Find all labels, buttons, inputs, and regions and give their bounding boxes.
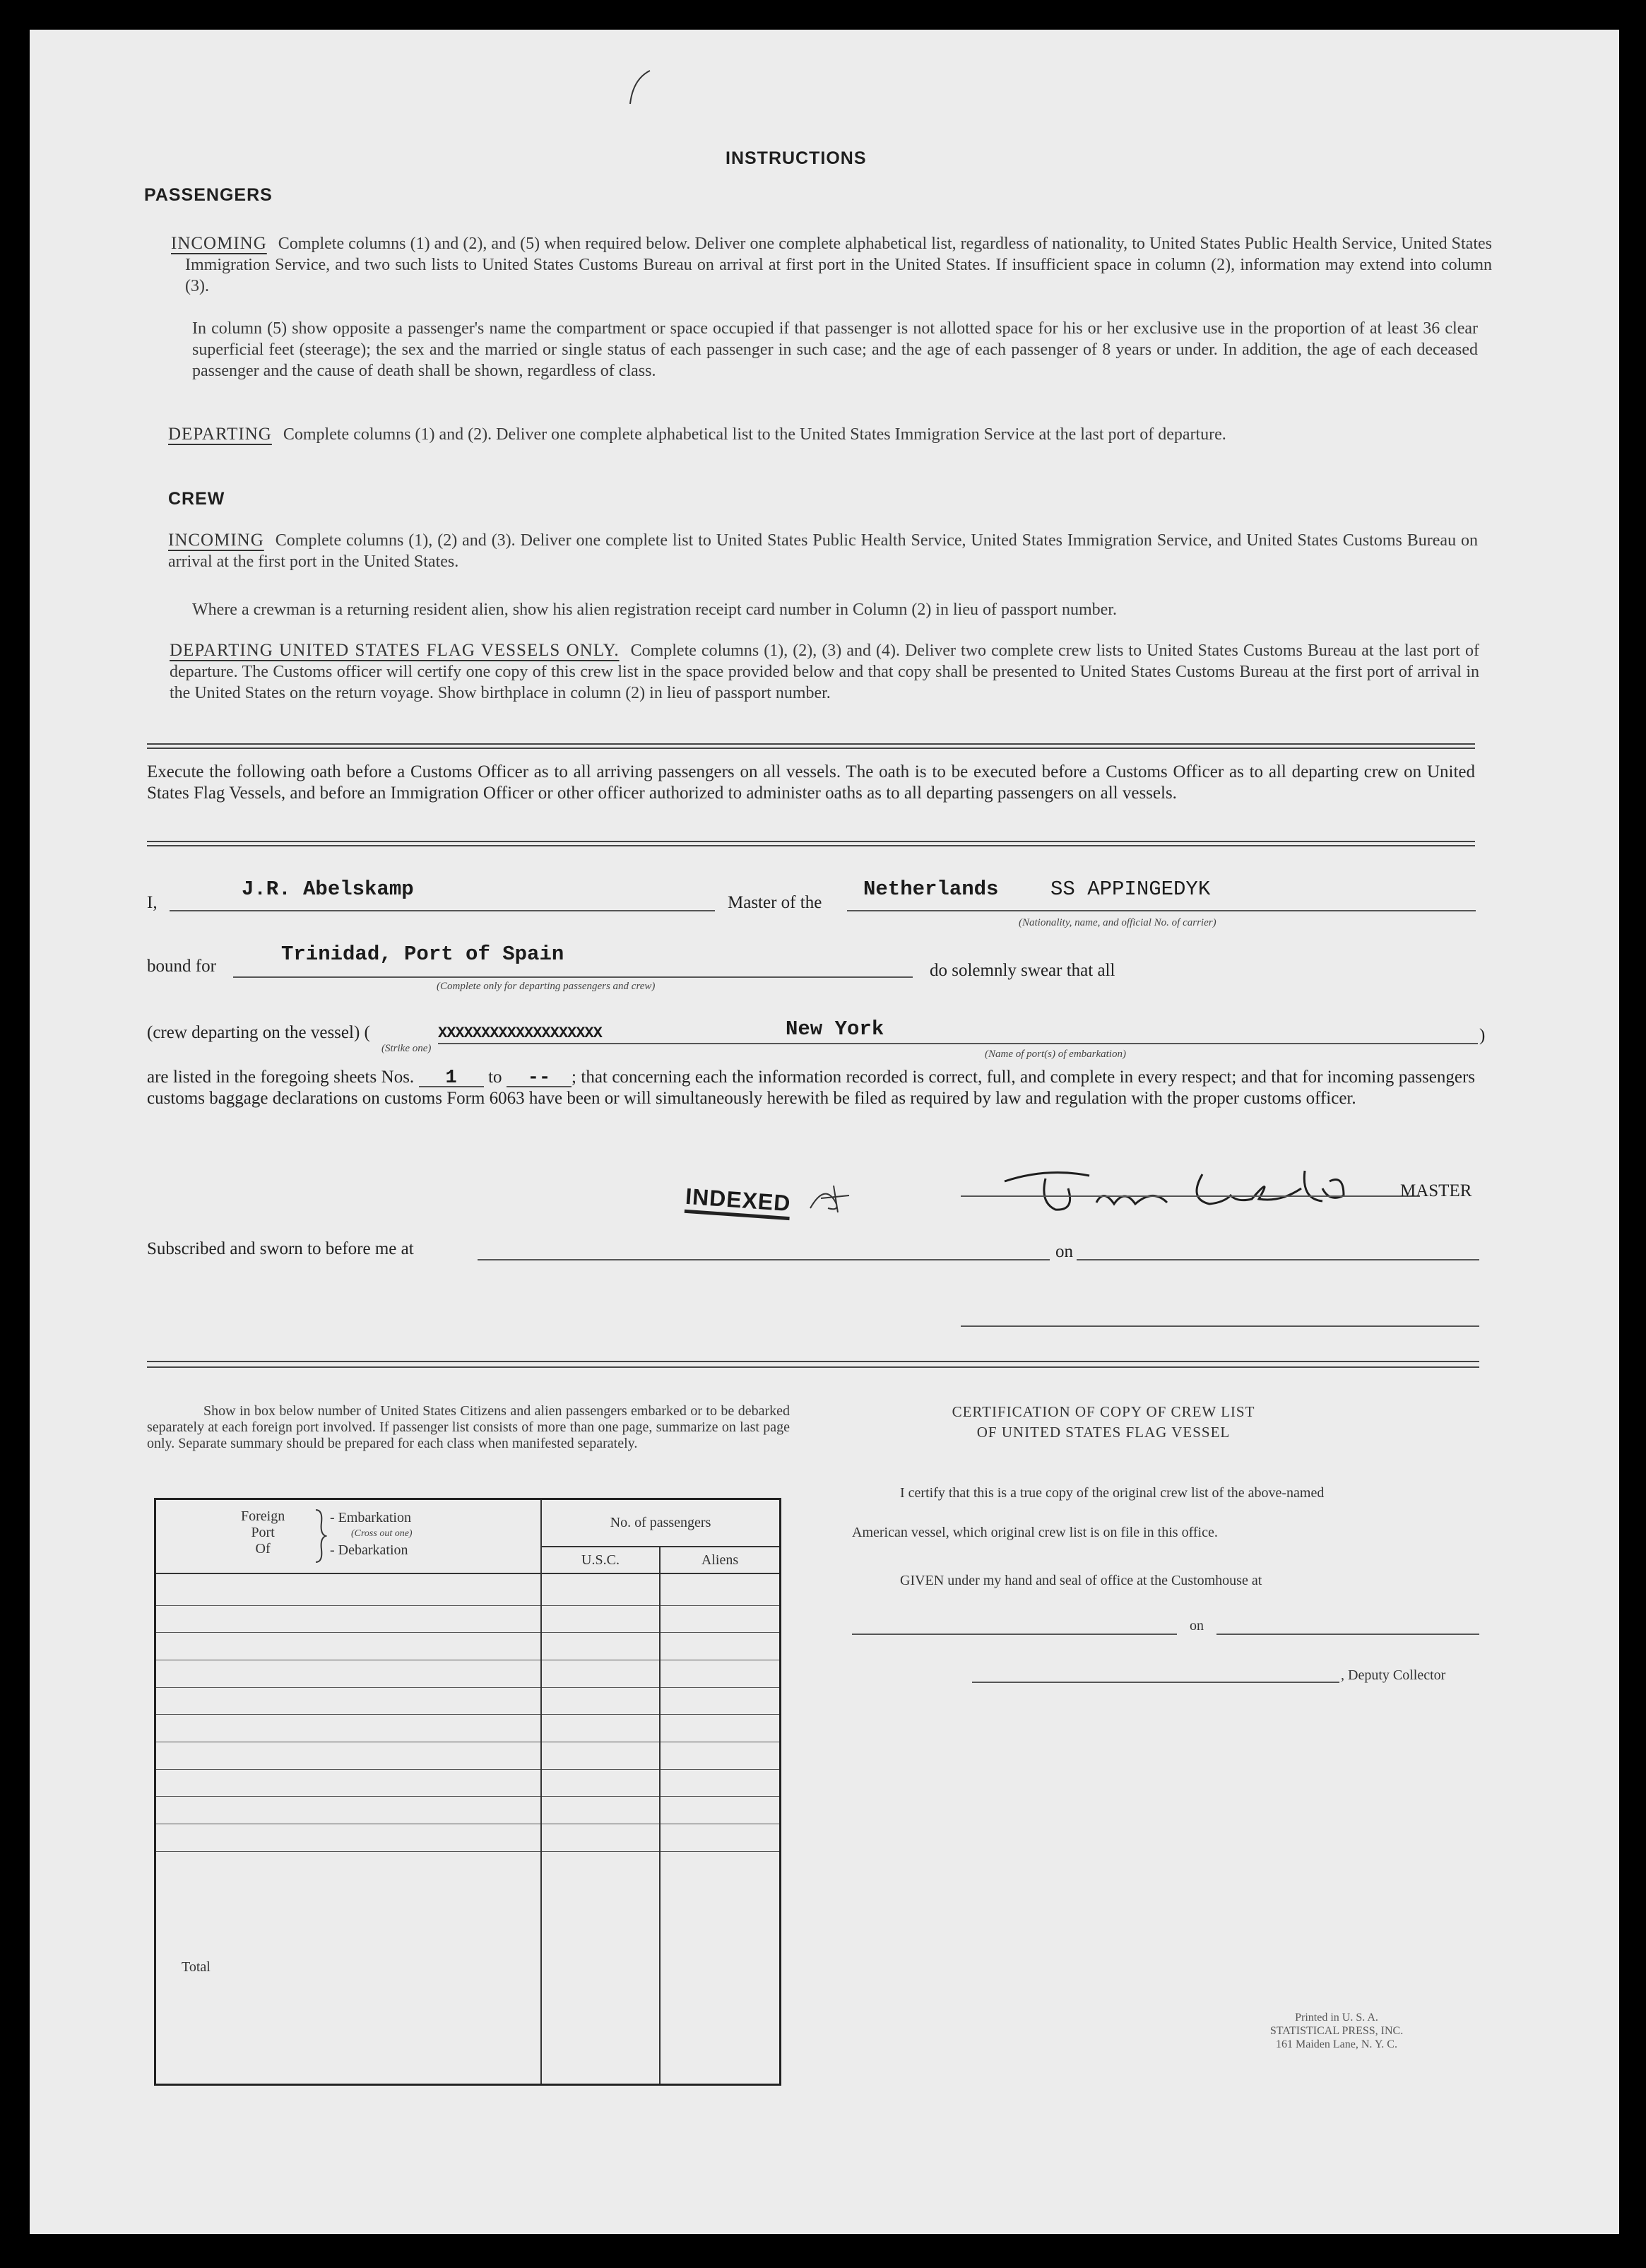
summary-port-cell	[156, 1824, 541, 1852]
summary-aliens-cell	[660, 1715, 779, 1742]
summary-port-cell	[156, 1573, 541, 1605]
master-signature-line	[961, 1195, 1420, 1197]
foreign-port-label	[241, 1508, 285, 1557]
summary-aliens-cell	[660, 1573, 779, 1605]
close-paren: )	[1479, 1026, 1486, 1045]
indexed-stamp: INDEXED	[685, 1183, 792, 1220]
oath-intro: Execute the following oath before a Customs Officer as to all arriving passengers on all vessels. The oath is to be executed before a Customs Officer as to all departing crew on United States Flag Vessels, and before an Immigration Officer or other officer authorized to administer oaths as to all departing passengers on all vessels.	[147, 762, 1475, 803]
divider	[147, 1361, 1479, 1362]
sheet-to-value: --	[527, 1068, 551, 1089]
crew-departing-label: (crew departing on the vessel) (	[147, 1023, 370, 1042]
usc-header: U.S.C.	[541, 1547, 660, 1573]
certification-on-label: on	[1190, 1618, 1204, 1634]
sheets-text-1: are listed in the foregoing sheets Nos.	[147, 1068, 415, 1087]
no-passengers-header: No. of passengers	[541, 1500, 779, 1547]
pen-mark	[623, 65, 665, 107]
sheet-to-field	[507, 1070, 572, 1087]
printer-line-3: 161 Maiden Lane, N. Y. C.	[1276, 2038, 1397, 2050]
passengers-departing-paragraph	[168, 424, 1478, 445]
summary-aliens-cell	[660, 1742, 779, 1769]
destination-value: Trinidad, Port of Spain	[281, 943, 564, 966]
given-text: GIVEN under my hand and seal of office at the Customhouse at	[900, 1573, 1262, 1588]
master-name-line	[170, 910, 715, 911]
crew-incoming-paragraph	[168, 530, 1478, 572]
printer-line-1: Printed in U. S. A.	[1295, 2012, 1378, 2024]
subscribed-place-line	[478, 1259, 1050, 1260]
total-label: Total	[156, 1851, 541, 2084]
to-label: to	[488, 1068, 502, 1087]
deputy-collector-label: , Deputy Collector	[1341, 1667, 1446, 1683]
embark-port-value: New York	[786, 1017, 884, 1041]
brace-icon	[313, 1508, 327, 1564]
embark-line	[438, 1043, 1478, 1044]
sheets-paragraph	[147, 1067, 1475, 1109]
summary-table	[156, 1500, 779, 2084]
sheets-text-2: ; that concerning each the information recorded is correct, full, and complete in every respect; and that for incoming passengers customs baggage declarations on customs Form 6063 have been or will simultaneously herewith be filed as required by law and regulation with the proper customs officer.	[147, 1068, 1475, 1108]
summary-usc-cell	[541, 1715, 660, 1742]
struck-passengers-text: XXXXXXXXXXXXXXXXXXX	[438, 1024, 602, 1042]
total-usc-cell	[541, 1851, 660, 2084]
summary-port-cell	[156, 1715, 541, 1742]
summary-usc-cell	[541, 1797, 660, 1824]
debarkation-label: - Debarkation	[330, 1542, 408, 1558]
summary-box	[154, 1498, 781, 2086]
subscribed-on-label: on	[1055, 1242, 1073, 1261]
subscribed-label: Subscribed and sworn to before me at	[147, 1239, 414, 1258]
master-label: MASTER	[1400, 1181, 1472, 1200]
flag-vessels-paragraph	[170, 640, 1479, 704]
summary-usc-cell	[541, 1660, 660, 1687]
nationality-value: Netherlands	[863, 878, 999, 901]
summary-usc-cell	[541, 1824, 660, 1852]
departing-text: Complete columns (1) and (2). Deliver one complete alphabetical list to the United States Immigration Service at the last port of departure.	[283, 425, 1226, 444]
certification-title-line-2: OF UNITED STATES FLAG VESSEL	[976, 1424, 1231, 1441]
summary-port-cell	[156, 1605, 541, 1633]
customhouse-line	[852, 1634, 1177, 1635]
embarkation-label: - Embarkation	[330, 1510, 411, 1525]
embark-caption: (Name of port(s) of embarkation)	[985, 1049, 1126, 1060]
summary-instructions: Show in box below number of United States Citizens and alien passengers embarked or to be debarked separately at each foreign port involved. If passenger list consists of more than one page, summarize on last page only. Separate summary should be prepared for each class when manifested separately.	[147, 1403, 790, 1451]
summary-aliens-cell	[660, 1769, 779, 1797]
divider	[147, 743, 1475, 745]
foreign-label: Foreign	[241, 1508, 285, 1524]
summary-port-cell	[156, 1633, 541, 1660]
divider	[147, 845, 1475, 846]
carrier-line	[847, 910, 1476, 911]
divider	[147, 748, 1475, 749]
subscribed-date-line	[1077, 1259, 1479, 1260]
summary-usc-cell	[541, 1742, 660, 1769]
of-label: Of	[255, 1541, 271, 1557]
summary-usc-cell	[541, 1605, 660, 1633]
strike-caption: (Strike one)	[381, 1043, 432, 1054]
printer-line-2: STATISTICAL PRESS, INC.	[1269, 2025, 1404, 2037]
master-name-value: J.R. Abelskamp	[242, 878, 414, 901]
departing-label: DEPARTING	[168, 425, 272, 444]
i-label: I,	[147, 893, 158, 912]
crewman-paragraph: Where a crewman is a returning resident alien, show his alien registration receipt card number in Column (2) in lieu of passport number.	[192, 601, 1117, 619]
incoming-text: Complete columns (1) and (2), and (5) when required below. Deliver one complete alphabetical list, regardless of nationality, to United States Public Health Service, United States Immigration Service, and two such lists to United States Customs Bureau on arrival at first port in the United States. If insufficient space in column (2), information may extend into column (3).	[185, 235, 1492, 295]
destination-caption: (Complete only for departing passengers and crew)	[437, 981, 656, 992]
certification-title-line-1: CERTIFICATION OF COPY OF CREW LIST	[952, 1403, 1255, 1420]
cross-out-label: (Cross out one)	[351, 1528, 413, 1539]
bound-for-label: bound for	[147, 957, 216, 976]
summary-aliens-cell	[660, 1660, 779, 1687]
crew-incoming-text: Complete columns (1), (2) and (3). Deliver one complete list to United States Public Health Service, United States Immigration Service, and United States Customs Bureau on arrival at the first port in the United States.	[168, 531, 1478, 571]
certify-line-1: I certify that this is a true copy of the original crew list of the above-named	[900, 1485, 1325, 1501]
passengers-incoming-paragraph	[171, 233, 1492, 297]
carrier-caption: (Nationality, name, and official No. of carrier)	[1019, 917, 1216, 928]
certification-title	[948, 1402, 1259, 1443]
summary-aliens-cell	[660, 1797, 779, 1824]
officer-signature-line	[961, 1325, 1479, 1327]
deputy-collector-line	[972, 1682, 1339, 1683]
summary-usc-cell	[541, 1687, 660, 1715]
summary-aliens-cell	[660, 1633, 779, 1660]
summary-port-cell	[156, 1660, 541, 1687]
swear-text: do solemnly swear that all	[930, 961, 1115, 980]
aliens-header: Aliens	[660, 1547, 779, 1573]
port-label: Port	[251, 1525, 275, 1540]
summary-aliens-cell	[660, 1687, 779, 1715]
foreign-port-header	[156, 1500, 541, 1573]
summary-usc-cell	[541, 1573, 660, 1605]
summary-aliens-cell	[660, 1824, 779, 1852]
summary-port-cell	[156, 1797, 541, 1824]
passengers-heading: PASSENGERS	[144, 185, 273, 205]
summary-port-cell	[156, 1687, 541, 1715]
destination-line	[233, 976, 913, 978]
instructions-title: INSTRUCTIONS	[726, 148, 867, 168]
crew-heading: CREW	[168, 489, 225, 509]
initials-mark	[807, 1180, 856, 1215]
flag-vessels-text: Complete columns (1), (2), (3) and (4). Deliver two complete crew lists to United States Customs Bureau at the last port of departure. The Customs officer will certify one copy of this crew list in the space provided below and that copy shall be presented to United States Customs Bureau at the first port of arrival in the United States on the return voyage. Show birthplace in column (2) in lieu of passport number.	[170, 642, 1479, 702]
master-of-label: Master of the	[728, 893, 822, 912]
vessel-value: SS APPINGEDYK	[1050, 878, 1211, 901]
column5-paragraph: In column (5) show opposite a passenger's name the compartment or space occupied if that passenger is not allotted space for his or her exclusive use in the proportion of at least 36 clear superficial feet (steerage); the sex and the married or single status of each passenger in such case; and the age of each passenger of 8 years or under. In addition, the age of each deceased passenger and the cause of death shall be shown, regardless of class.	[192, 319, 1478, 380]
summary-usc-cell	[541, 1769, 660, 1797]
total-aliens-cell	[660, 1851, 779, 2084]
summary-usc-cell	[541, 1633, 660, 1660]
printer-imprint	[1231, 2011, 1443, 2051]
crew-incoming-label: INCOMING	[168, 531, 264, 550]
incoming-label: INCOMING	[171, 234, 267, 253]
certification-date-line	[1216, 1634, 1479, 1635]
certify-line-2: American vessel, which original crew list is on file in this office.	[852, 1525, 1218, 1540]
divider	[147, 1366, 1479, 1368]
summary-aliens-cell	[660, 1605, 779, 1633]
summary-port-cell	[156, 1769, 541, 1797]
sheet-from-value: 1	[445, 1068, 457, 1089]
sheet-from-field	[419, 1070, 484, 1087]
divider	[147, 841, 1475, 842]
summary-port-cell	[156, 1742, 541, 1769]
document-page	[30, 30, 1619, 2234]
flag-vessels-label: DEPARTING UNITED STATES FLAG VESSELS ONLY.	[170, 641, 620, 660]
